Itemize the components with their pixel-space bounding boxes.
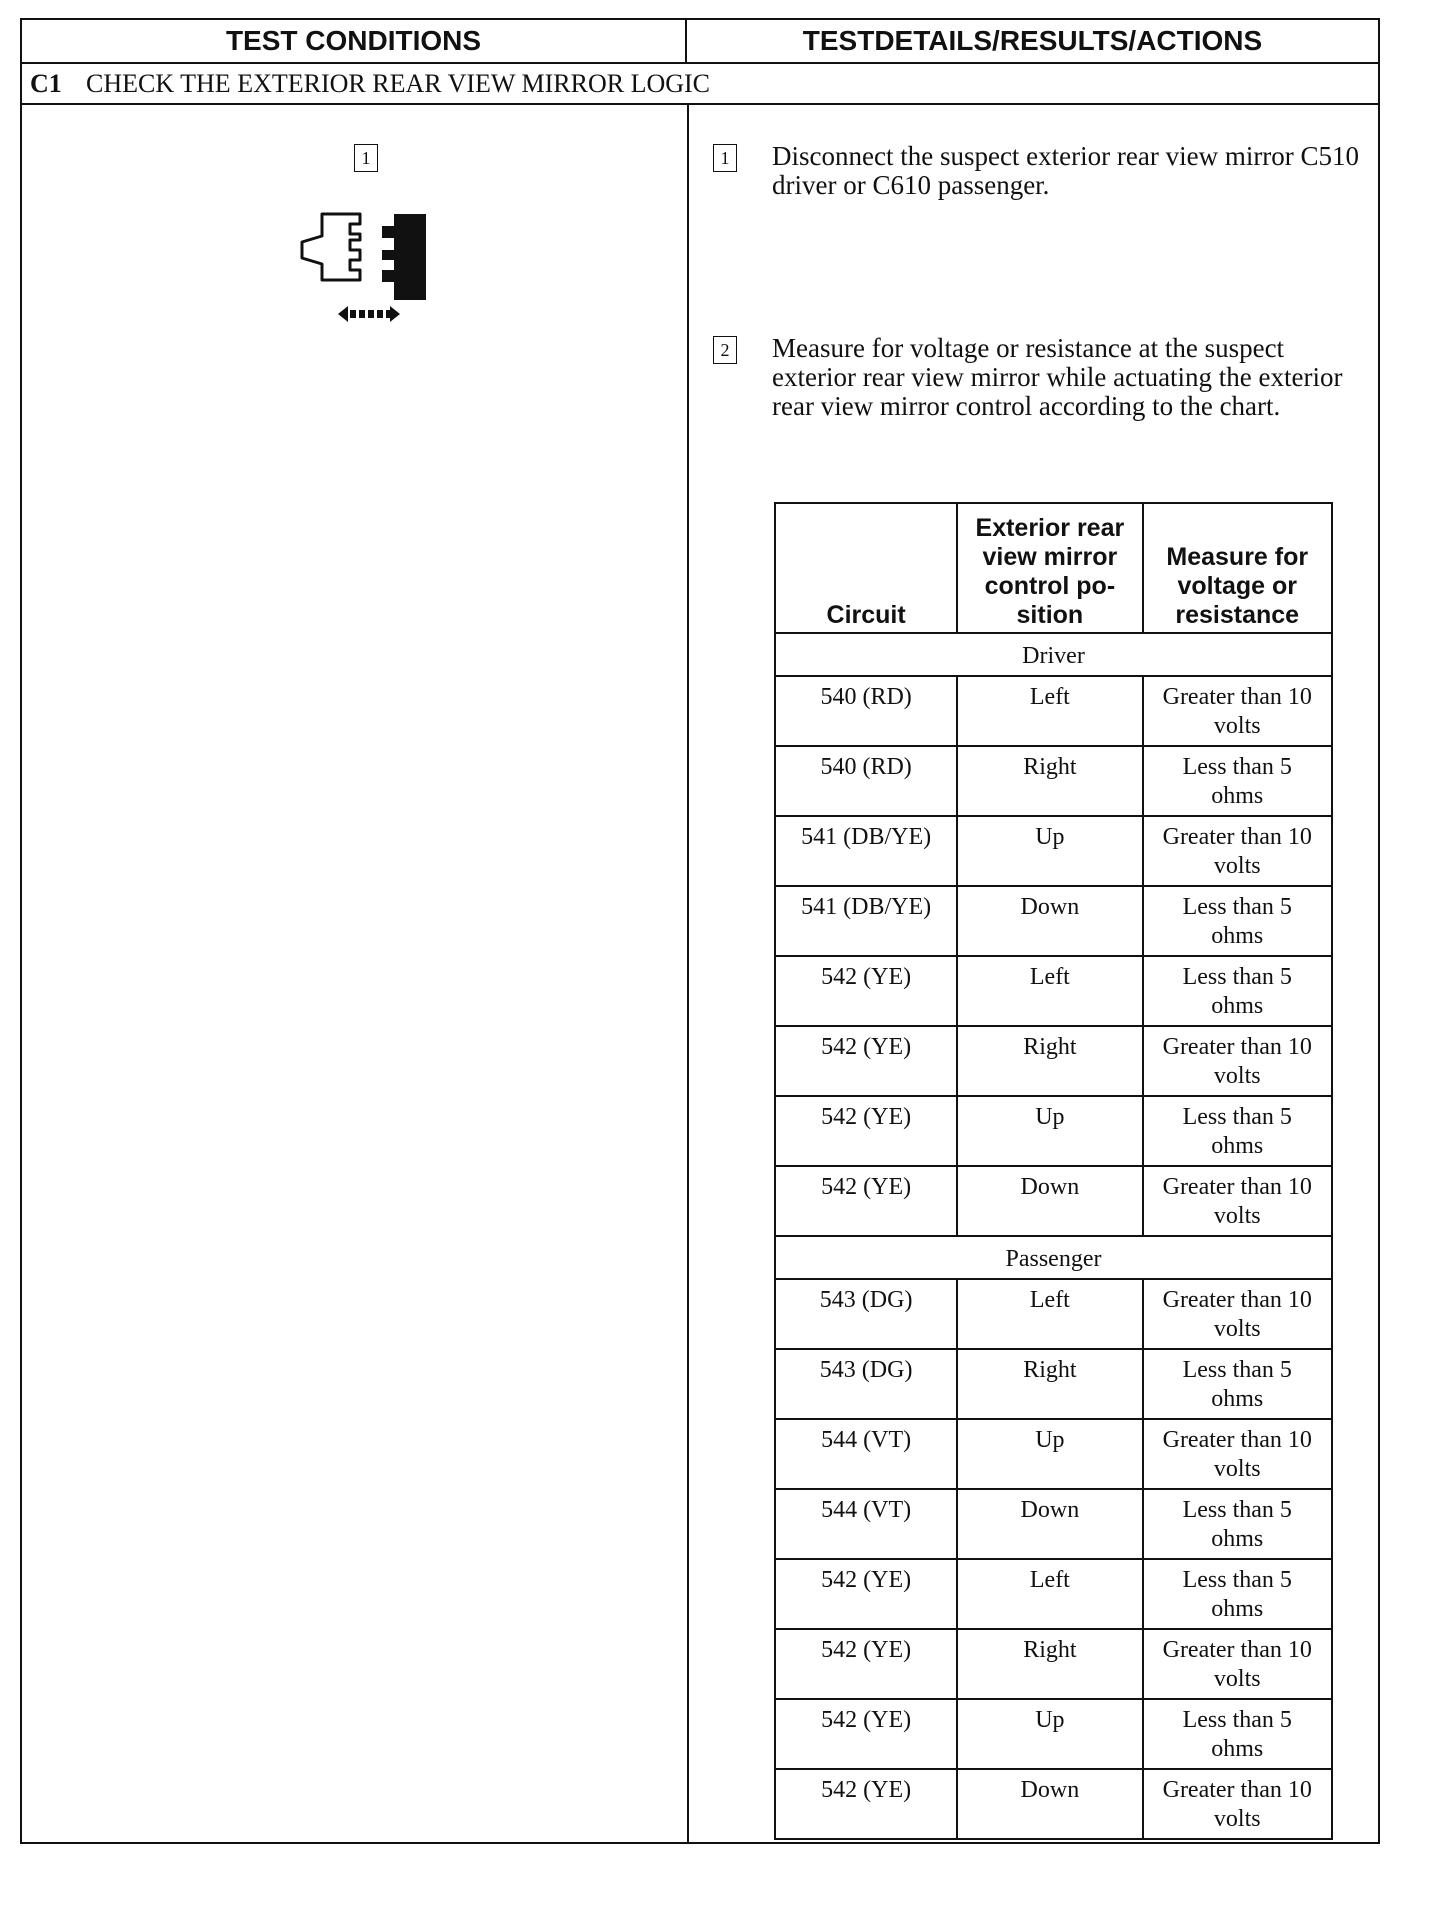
- measurement-cell: Less than 5 ohms: [1143, 1349, 1333, 1419]
- measurement-cell: Greater than 10 volts: [1143, 676, 1333, 746]
- circuit-cell: 543 (DG): [775, 1279, 957, 1349]
- table-row: [775, 676, 1332, 746]
- table-row: [775, 956, 1332, 1026]
- detail-step-1: [699, 142, 1369, 212]
- col-header-control-position: Exterior rear view mirror control po-sition: [957, 503, 1142, 633]
- circuit-cell: 541 (DB/YE): [775, 816, 957, 886]
- detail-step-number: 2: [713, 336, 737, 364]
- table-section-row: [775, 633, 1332, 676]
- table-row: [775, 1769, 1332, 1839]
- connector-diagram: [282, 142, 442, 342]
- circuit-cell: 540 (RD): [775, 676, 957, 746]
- measurement-cell: Greater than 10 volts: [1143, 1279, 1333, 1349]
- circuit-cell: 542 (YE): [775, 1559, 957, 1629]
- measurement-cell: Less than 5 ohms: [1143, 746, 1333, 816]
- position-cell: Right: [957, 1026, 1142, 1096]
- measurement-cell: Greater than 10 volts: [1143, 1769, 1333, 1839]
- position-cell: Up: [957, 1096, 1142, 1166]
- diagram-step-number: 1: [354, 144, 378, 172]
- table-row: [775, 1489, 1332, 1559]
- table-row: [775, 746, 1332, 816]
- circuit-cell: 541 (DB/YE): [775, 886, 957, 956]
- measurement-cell: Less than 5 ohms: [1143, 886, 1333, 956]
- table-row: [775, 1699, 1332, 1769]
- header-test-details: TESTDETAILS/RESULTS/ACTIONS: [687, 20, 1378, 64]
- detail-step-2: [699, 334, 1369, 464]
- table-row: [775, 1026, 1332, 1096]
- circuit-cell: 542 (YE): [775, 1699, 957, 1769]
- position-cell: Left: [957, 676, 1142, 746]
- position-cell: Up: [957, 1699, 1142, 1769]
- position-cell: Left: [957, 1279, 1142, 1349]
- position-cell: Right: [957, 1629, 1142, 1699]
- circuit-cell: 542 (YE): [775, 956, 957, 1026]
- col-header-measure: Measure for voltage or resistance: [1143, 503, 1333, 633]
- table-row: [775, 1096, 1332, 1166]
- measurement-cell: Greater than 10 volts: [1143, 1419, 1333, 1489]
- table-body: [775, 633, 1332, 1839]
- table-row: [775, 1559, 1332, 1629]
- circuit-cell: 542 (YE): [775, 1629, 957, 1699]
- position-cell: Right: [957, 746, 1142, 816]
- table-row: [775, 1166, 1332, 1236]
- circuit-cell: 540 (RD): [775, 746, 957, 816]
- step-code: C1: [30, 68, 62, 98]
- circuit-cell: 544 (VT): [775, 1419, 957, 1489]
- step-title-row: [22, 64, 1378, 105]
- table-header-row: [775, 503, 1332, 633]
- table-row: [775, 1349, 1332, 1419]
- measurement-cell: Greater than 10 volts: [1143, 1629, 1333, 1699]
- circuit-cell: 542 (YE): [775, 1769, 957, 1839]
- table-row: [775, 1419, 1332, 1489]
- circuit-cell: 542 (YE): [775, 1166, 957, 1236]
- position-cell: Right: [957, 1349, 1142, 1419]
- position-cell: Down: [957, 886, 1142, 956]
- test-procedure-frame: [20, 18, 1380, 1844]
- table-row: [775, 1279, 1332, 1349]
- step-title: CHECK THE EXTERIOR REAR VIEW MIRROR LOGIC: [86, 68, 710, 98]
- col-header-circuit: Circuit: [775, 503, 957, 633]
- circuit-cell: 542 (YE): [775, 1026, 957, 1096]
- connector-disconnect-icon: [282, 142, 442, 342]
- detail-step-number: 1: [713, 144, 737, 172]
- section-label: Driver: [775, 633, 1332, 676]
- measurement-table: [774, 502, 1333, 1840]
- table-row: [775, 886, 1332, 956]
- position-cell: Down: [957, 1166, 1142, 1236]
- circuit-cell: 542 (YE): [775, 1096, 957, 1166]
- table-row: [775, 816, 1332, 886]
- table-section-row: [775, 1236, 1332, 1279]
- position-cell: Up: [957, 1419, 1142, 1489]
- circuit-cell: 543 (DG): [775, 1349, 957, 1419]
- measurement-cell: Less than 5 ohms: [1143, 1096, 1333, 1166]
- measurement-cell: Less than 5 ohms: [1143, 956, 1333, 1026]
- position-cell: Up: [957, 816, 1142, 886]
- position-cell: Left: [957, 956, 1142, 1026]
- measurement-cell: Greater than 10 volts: [1143, 816, 1333, 886]
- measurement-cell: Greater than 10 volts: [1143, 1026, 1333, 1096]
- measurement-cell: Less than 5 ohms: [1143, 1489, 1333, 1559]
- table-row: [775, 1629, 1332, 1699]
- measurement-cell: Less than 5 ohms: [1143, 1699, 1333, 1769]
- measurement-cell: Less than 5 ohms: [1143, 1559, 1333, 1629]
- position-cell: Down: [957, 1769, 1142, 1839]
- column-divider: [687, 105, 689, 1844]
- header-test-conditions: TEST CONDITIONS: [22, 20, 687, 64]
- section-label: Passenger: [775, 1236, 1332, 1279]
- detail-step-text: Disconnect the suspect exterior rear view mirror C510 driver or C610 passenger.: [772, 141, 1360, 200]
- measurement-cell: Greater than 10 volts: [1143, 1166, 1333, 1236]
- detail-step-text: Measure for voltage or resistance at the suspect exterior rear view mirror while actuating the exterior rear view mirror control according to the chart.: [772, 333, 1343, 421]
- circuit-cell: 544 (VT): [775, 1489, 957, 1559]
- position-cell: Down: [957, 1489, 1142, 1559]
- position-cell: Left: [957, 1559, 1142, 1629]
